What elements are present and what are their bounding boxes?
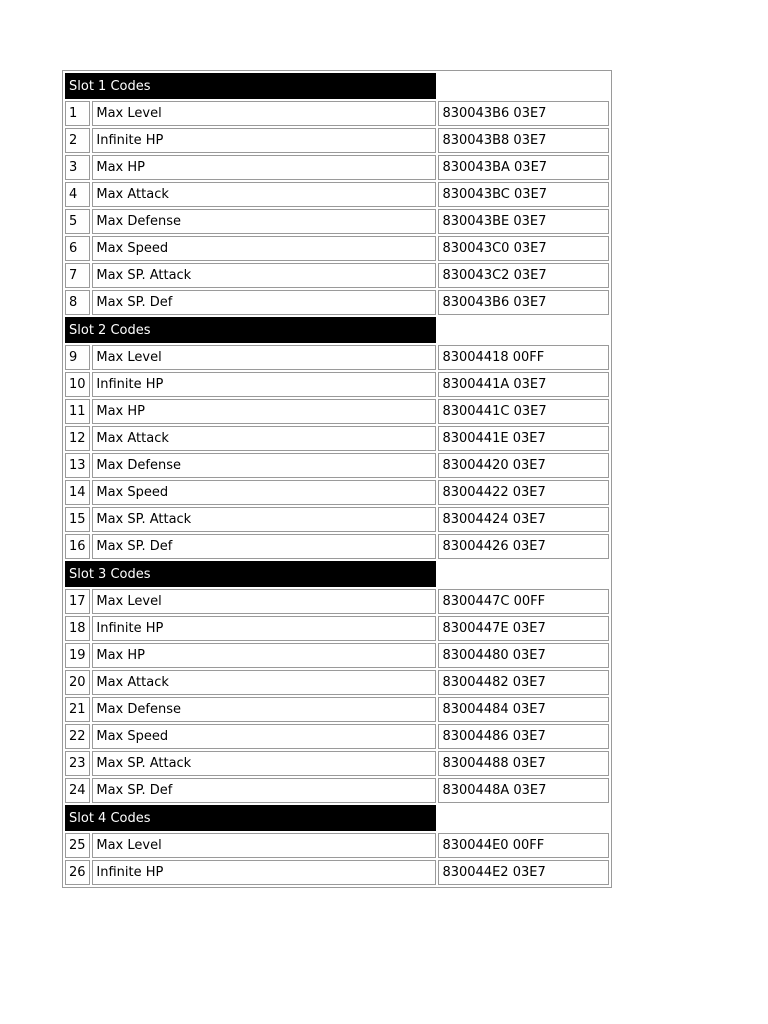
code-value: 830043C2 03E7 (438, 263, 609, 288)
code-name: Max Attack (92, 670, 436, 695)
code-name: Infinite HP (92, 372, 436, 397)
code-number: 11 (65, 399, 90, 424)
code-value: 830044E2 03E7 (438, 860, 609, 885)
section-header-row (65, 561, 609, 587)
table-row (65, 128, 609, 153)
table-row (65, 616, 609, 641)
code-value: 830043C0 03E7 (438, 236, 609, 261)
blank-cell (438, 805, 609, 831)
code-number: 20 (65, 670, 90, 695)
code-name: Infinite HP (92, 860, 436, 885)
code-number: 1 (65, 101, 90, 126)
code-value: 8300441E 03E7 (438, 426, 609, 451)
code-value: 83004486 03E7 (438, 724, 609, 749)
table-row (65, 670, 609, 695)
code-number: 5 (65, 209, 90, 234)
code-value: 8300447E 03E7 (438, 616, 609, 641)
table-row (65, 236, 609, 261)
codes-table-body (65, 73, 609, 885)
table-row (65, 263, 609, 288)
code-name: Max Attack (92, 182, 436, 207)
code-number: 12 (65, 426, 90, 451)
blank-cell (438, 317, 609, 343)
code-value: 83004488 03E7 (438, 751, 609, 776)
code-value: 83004422 03E7 (438, 480, 609, 505)
code-value: 83004484 03E7 (438, 697, 609, 722)
code-name: Max Speed (92, 236, 436, 261)
table-row (65, 724, 609, 749)
code-name: Max SP. Def (92, 778, 436, 803)
code-name: Max Defense (92, 209, 436, 234)
table-row (65, 860, 609, 885)
code-name: Max HP (92, 155, 436, 180)
code-value: 8300441A 03E7 (438, 372, 609, 397)
table-row (65, 643, 609, 668)
section-header-row (65, 317, 609, 343)
code-number: 7 (65, 263, 90, 288)
table-row (65, 372, 609, 397)
code-name: Max Level (92, 833, 436, 858)
code-value: 83004418 00FF (438, 345, 609, 370)
code-number: 18 (65, 616, 90, 641)
table-row (65, 453, 609, 478)
code-value: 83004424 03E7 (438, 507, 609, 532)
blank-cell (438, 561, 609, 587)
code-value: 83004482 03E7 (438, 670, 609, 695)
table-row (65, 182, 609, 207)
blank-cell (438, 73, 609, 99)
code-name: Max Attack (92, 426, 436, 451)
code-name: Max Defense (92, 453, 436, 478)
table-row (65, 833, 609, 858)
code-value: 8300441C 03E7 (438, 399, 609, 424)
code-name: Infinite HP (92, 616, 436, 641)
code-name: Max SP. Def (92, 290, 436, 315)
code-number: 25 (65, 833, 90, 858)
code-name: Max HP (92, 643, 436, 668)
code-number: 10 (65, 372, 90, 397)
code-number: 13 (65, 453, 90, 478)
table-row (65, 209, 609, 234)
code-value: 83004420 03E7 (438, 453, 609, 478)
table-row (65, 480, 609, 505)
code-name: Max Speed (92, 724, 436, 749)
code-number: 15 (65, 507, 90, 532)
code-value: 830043B8 03E7 (438, 128, 609, 153)
table-row (65, 751, 609, 776)
section-header-row (65, 73, 609, 99)
code-number: 14 (65, 480, 90, 505)
table-row (65, 290, 609, 315)
section-title: Slot 2 Codes (65, 317, 436, 343)
code-number: 3 (65, 155, 90, 180)
section-title: Slot 4 Codes (65, 805, 436, 831)
code-number: 24 (65, 778, 90, 803)
code-value: 830043B6 03E7 (438, 101, 609, 126)
code-name: Max HP (92, 399, 436, 424)
code-name: Max Level (92, 589, 436, 614)
code-value: 830043BA 03E7 (438, 155, 609, 180)
code-number: 8 (65, 290, 90, 315)
table-row (65, 534, 609, 559)
code-name: Max SP. Attack (92, 263, 436, 288)
table-row (65, 507, 609, 532)
code-name: Max SP. Attack (92, 507, 436, 532)
code-value: 83004426 03E7 (438, 534, 609, 559)
code-name: Max SP. Attack (92, 751, 436, 776)
code-number: 9 (65, 345, 90, 370)
code-value: 8300448A 03E7 (438, 778, 609, 803)
table-row (65, 426, 609, 451)
code-number: 2 (65, 128, 90, 153)
code-number: 6 (65, 236, 90, 261)
code-value: 83004480 03E7 (438, 643, 609, 668)
code-name: Max Speed (92, 480, 436, 505)
table-row (65, 399, 609, 424)
code-number: 21 (65, 697, 90, 722)
code-value: 830043BC 03E7 (438, 182, 609, 207)
code-number: 19 (65, 643, 90, 668)
code-name: Max SP. Def (92, 534, 436, 559)
code-number: 4 (65, 182, 90, 207)
code-value: 830043BE 03E7 (438, 209, 609, 234)
table-row (65, 778, 609, 803)
section-header-row (65, 805, 609, 831)
code-number: 26 (65, 860, 90, 885)
codes-table (62, 70, 612, 888)
table-row (65, 697, 609, 722)
code-name: Max Level (92, 101, 436, 126)
code-value: 830044E0 00FF (438, 833, 609, 858)
code-name: Infinite HP (92, 128, 436, 153)
code-name: Max Defense (92, 697, 436, 722)
table-row (65, 101, 609, 126)
section-title: Slot 3 Codes (65, 561, 436, 587)
code-value: 8300447C 00FF (438, 589, 609, 614)
code-value: 830043B6 03E7 (438, 290, 609, 315)
code-number: 16 (65, 534, 90, 559)
section-title: Slot 1 Codes (65, 73, 436, 99)
code-name: Max Level (92, 345, 436, 370)
code-number: 23 (65, 751, 90, 776)
code-number: 22 (65, 724, 90, 749)
table-row (65, 589, 609, 614)
table-row (65, 155, 609, 180)
code-number: 17 (65, 589, 90, 614)
table-row (65, 345, 609, 370)
